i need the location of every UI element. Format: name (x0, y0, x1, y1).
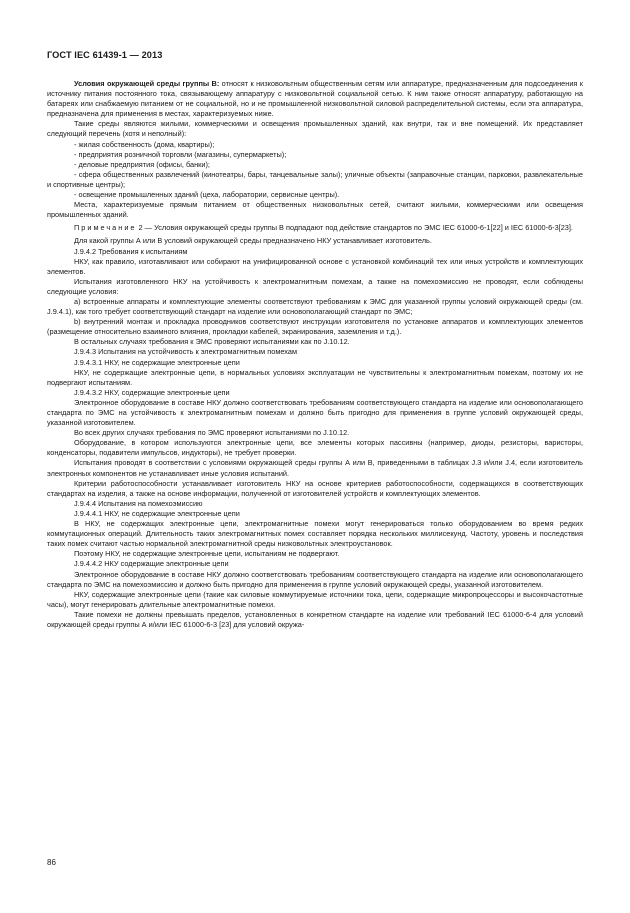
paragraph: Оборудование, в котором используются электронные цепи, все элементы которых пассивны (например, диоды, резисторы, варисторы, конденсаторы, подавители импульсов, индукторы), не требует проверки. (47, 438, 583, 458)
list-item: - жилая собственность (дома, квартиры); (74, 139, 215, 149)
paragraph: НКУ, не содержащие электронные цепи, в нормальных условиях эксплуатации не чувствительны к электромагнитным помехам, поэтому их не подвергают испытаниям. (47, 367, 583, 387)
paragraph: Электронное оборудование в составе НКУ должно соответствовать требованиям соответствующего стандарта на изделие или основополагающего стандарта по ЭМС на устойчивость к электромагнитным помехам и должно быть пригодно для применения в группе условий окружающей среды, указанной изготовителем. (47, 397, 583, 428)
section-heading: J.9.4.3.1 НКУ, не содержащие электронные цепи (74, 357, 240, 367)
paragraph: В НКУ, не содержащих электронные цепи, электромагнитные помехи могут генерироваться только оборудованием во время редких коммутационных операций. Длительность таких электромагнитных помех составляет порядка нескольких миллисекунд. Частоту, уровень и последствия таких помех считают частью нормальной электромагнитной среды низковольтных электроустановок. (47, 519, 583, 549)
paragraph: Для какой группы А или В условий окружающей среды предназначено НКУ устанавливает изготовитель. (74, 236, 432, 246)
note-text: 2 — Условия окружающей среды группы В подпадают под действие стандартов по ЭМС IEC 61000-6-1[22] и IEC 61000-6-3[23]. (136, 223, 573, 233)
paragraph: Во всех других случаях требования по ЭМС проверяют испытаниями по J.10.12. (74, 428, 350, 438)
paragraph: Такие среды являются жилыми, коммерческими и освещения промышленных зданий, как внутри, так и вне помещений. Их представляет следующий перечень (хотя и неполный): (47, 119, 583, 139)
section-heading: J.9.4.4.1 НКУ, не содержащие электронные цепи (74, 508, 240, 518)
paragraph: b) внутренний монтаж и прокладка проводников соответствуют инструкции изготовителя по установке аппаратов и комплектующих элементов (размещение относительно взаимного влияния, прокладки кабелей, экранирования, заземления и т.д.). (47, 317, 583, 337)
paragraph: Электронное оборудование в составе НКУ должно соответствовать требованиям соответствующего стандарта на изделие или основополагающего стандарта по ЭМС на помехоэмиссию и должно быть пригодно для применения в группе условий окружающей среды, указанной изготовителем. (47, 569, 583, 589)
paragraph: Испытания проводят в соответствии с условиями окружающей среды группы А или В, приведенными в таблицах J.3 и/или J.4, если изготовитель электронных компонентов не устанавливает иные условия испытаний. (47, 458, 583, 478)
paragraph: НКУ, как правило, изготавливают или собирают на унифицированной основе с установкой комбинаций тех или иных устройств и комплектующих элементов. (47, 256, 583, 276)
section-heading: J.9.4.2 Требования к испытаниям (74, 246, 188, 256)
group-b-lead: Условия окружающей среды группы В: (74, 79, 220, 88)
section-heading: J.9.4.3 Испытания на устойчивость к электромагнитным помехам (74, 347, 298, 357)
paragraph: Критерии работоспособности устанавливает изготовитель НКУ на основе критериев работоспособности, содержащихся в соответствующих стандартах на изделия, а также на основе информации, полученной от изготовителей устройств и комплектующих элементов. (47, 478, 583, 498)
section-heading: J.9.4.4 Испытания на помехоэмиссию (74, 498, 203, 508)
note-label: Примечание (74, 223, 137, 233)
list-item: - деловые предприятия (офисы, банки); (74, 159, 210, 169)
document-body (47, 79, 583, 630)
page-number: 86 (47, 858, 56, 867)
list-item: - сфера общественных развлечений (кинотеатры, бары, танцевальные залы); уличные объекты (заправочные станции, парковки, развлекательные и спортивные центры); (47, 169, 583, 189)
list-item: - предприятия розничной торговли (магазины, супермаркеты); (74, 149, 287, 159)
note (47, 223, 583, 233)
paragraph: Поэтому НКУ, не содержащие электронные цепи, испытаниям не подвергают. (74, 549, 340, 559)
section-heading: J.9.4.4.2 НКУ содержащие электронные цепи (74, 559, 229, 569)
page-header-title: ГОСТ IEC 61439-1 — 2013 (47, 50, 163, 60)
paragraph (47, 79, 583, 119)
paragraph: НКУ, содержащие электронные цепи (такие как силовые коммутируемые источники тока, цепи, содержащие микропроцессоры и высокочастотные часы), могут генерировать длительные электромагнитные помехи. (47, 589, 583, 609)
section-heading: J.9.4.3.2 НКУ, содержащие электронные цепи (74, 387, 230, 397)
paragraph: Такие помехи не должны превышать пределов, установленных в конкретном стандарте на изделие или требований IEC 61000-6-4 для условий окружающей среды группы А и/или IEC 61000-6-3 [23] для условий окружа- (47, 609, 583, 629)
list-item: - освещение промышленных зданий (цеха, лаборатории, сервисные центры). (74, 190, 340, 200)
paragraph-text: относят к низковольтным общественным сетям или аппаратуре, предназначенным для подсоединения к источнику питания постоянного тока, связывающему аппаратуру с низковольтной социальной сетью. К ним также относят аппаратуру, работающую на батареях или снабжаемую питанием от не социальной, но и не промышленной низковольтной силовой распределительной системы, если эта аппаратура, предназначена для применения в местах, характеризуемых ниже. (47, 79, 583, 119)
paragraph: В остальных случаях требования к ЭМС проверяют испытаниями как по J.10.12. (74, 337, 350, 347)
paragraph: а) встроенные аппараты и комплектующие элементы соответствуют требованиям к ЭМС для указанной группы условий окружающей среды (см. J.9.4.1), как того требует соответствующий стандарт на изделие или основополагающий стандарт по ЭМС; (47, 296, 583, 317)
paragraph: Места, характеризуемые прямым питанием от общественных низковольтных сетей, считают жилыми, коммерческими или освещения промышленных зданий. (47, 200, 583, 220)
paragraph: Испытания изготовленного НКУ на устойчивость к электромагнитным помехам, а также на помехоэмиссию не проводят, если соблюдены следующие условия: (47, 276, 583, 296)
